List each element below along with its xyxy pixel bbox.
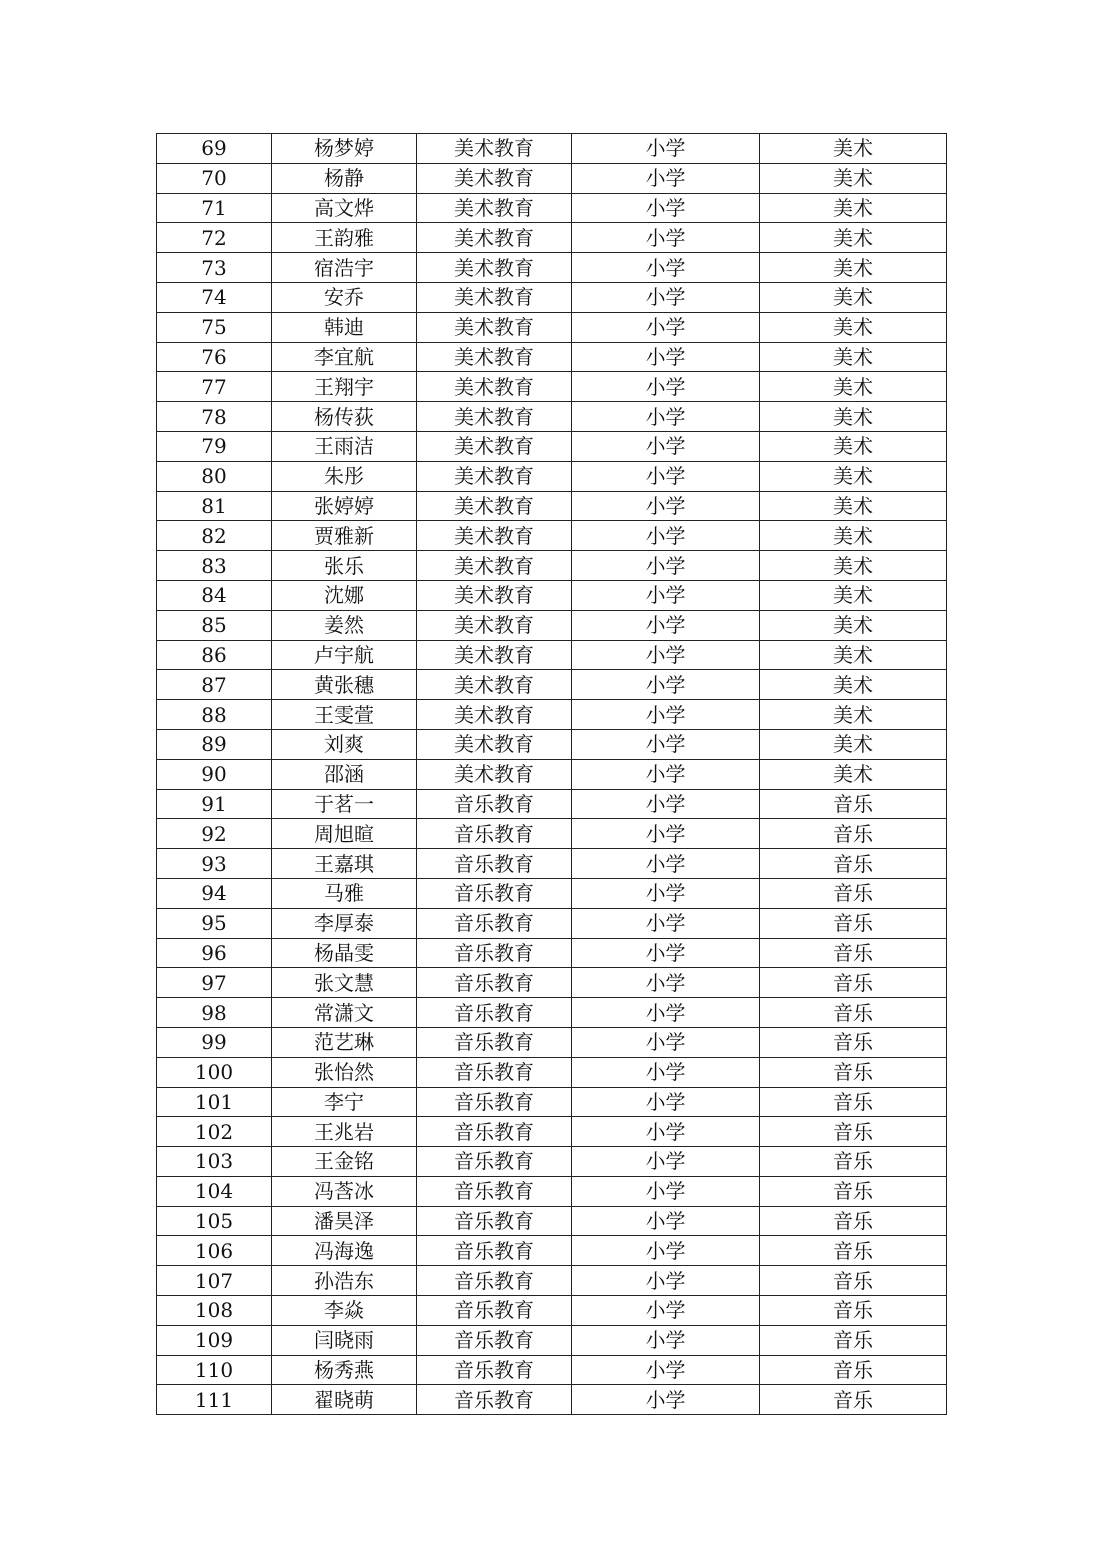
table-row (157, 580, 947, 610)
school-level-cell: 小学 (572, 223, 760, 253)
name-cell: 冯海逸 (272, 1236, 417, 1266)
major-cell: 音乐教育 (417, 819, 572, 849)
table-row (157, 521, 947, 551)
row-number-cell: 91 (157, 789, 272, 819)
name-cell: 周旭暄 (272, 819, 417, 849)
table-row (157, 551, 947, 581)
name-cell: 杨秀燕 (272, 1355, 417, 1385)
school-level-cell: 小学 (572, 551, 760, 581)
major-cell: 音乐教育 (417, 1296, 572, 1326)
subject-cell: 美术 (760, 372, 947, 402)
name-cell: 安乔 (272, 282, 417, 312)
table-row (157, 938, 947, 968)
school-level-cell: 小学 (572, 1385, 760, 1415)
row-number-cell: 97 (157, 968, 272, 998)
row-number-cell: 107 (157, 1266, 272, 1296)
subject-cell: 美术 (760, 610, 947, 640)
major-cell: 美术教育 (417, 700, 572, 730)
row-number-cell: 70 (157, 163, 272, 193)
school-level-cell: 小学 (572, 431, 760, 461)
table-row (157, 700, 947, 730)
table-row (157, 1176, 947, 1206)
major-cell: 美术教育 (417, 223, 572, 253)
table-row (157, 1325, 947, 1355)
subject-cell: 音乐 (760, 1296, 947, 1326)
name-cell: 张婷婷 (272, 491, 417, 521)
major-cell: 音乐教育 (417, 1087, 572, 1117)
row-number-cell: 76 (157, 342, 272, 372)
school-level-cell: 小学 (572, 1266, 760, 1296)
subject-cell: 美术 (760, 312, 947, 342)
row-number-cell: 98 (157, 998, 272, 1028)
row-number-cell: 83 (157, 551, 272, 581)
school-level-cell: 小学 (572, 908, 760, 938)
table-row (157, 372, 947, 402)
name-cell: 杨传荻 (272, 402, 417, 432)
roster-table-body (157, 134, 947, 1415)
table-row (157, 253, 947, 283)
subject-cell: 音乐 (760, 1355, 947, 1385)
major-cell: 音乐教育 (417, 1176, 572, 1206)
name-cell: 潘昊泽 (272, 1206, 417, 1236)
subject-cell: 音乐 (760, 1027, 947, 1057)
table-row (157, 342, 947, 372)
row-number-cell: 92 (157, 819, 272, 849)
subject-cell: 美术 (760, 759, 947, 789)
table-row (157, 134, 947, 164)
subject-cell: 音乐 (760, 1087, 947, 1117)
row-number-cell: 82 (157, 521, 272, 551)
name-cell: 范艺琳 (272, 1027, 417, 1057)
row-number-cell: 73 (157, 253, 272, 283)
major-cell: 音乐教育 (417, 1355, 572, 1385)
table-row (157, 193, 947, 223)
table-row (157, 1355, 947, 1385)
table-row (157, 968, 947, 998)
subject-cell: 美术 (760, 253, 947, 283)
row-number-cell: 88 (157, 700, 272, 730)
row-number-cell: 96 (157, 938, 272, 968)
table-row (157, 1147, 947, 1177)
major-cell: 美术教育 (417, 431, 572, 461)
table-row (157, 431, 947, 461)
table-row (157, 819, 947, 849)
table-row (157, 1206, 947, 1236)
school-level-cell: 小学 (572, 521, 760, 551)
row-number-cell: 80 (157, 461, 272, 491)
school-level-cell: 小学 (572, 1355, 760, 1385)
name-cell: 邵涵 (272, 759, 417, 789)
name-cell: 于茗一 (272, 789, 417, 819)
name-cell: 宿浩宇 (272, 253, 417, 283)
name-cell: 姜然 (272, 610, 417, 640)
name-cell: 闫晓雨 (272, 1325, 417, 1355)
table-row (157, 461, 947, 491)
table-row (157, 491, 947, 521)
school-level-cell: 小学 (572, 1176, 760, 1206)
major-cell: 音乐教育 (417, 1206, 572, 1236)
school-level-cell: 小学 (572, 1296, 760, 1326)
row-number-cell: 72 (157, 223, 272, 253)
major-cell: 美术教育 (417, 312, 572, 342)
school-level-cell: 小学 (572, 134, 760, 164)
subject-cell: 音乐 (760, 938, 947, 968)
school-level-cell: 小学 (572, 193, 760, 223)
name-cell: 翟晓萌 (272, 1385, 417, 1415)
major-cell: 美术教育 (417, 402, 572, 432)
roster-table (156, 133, 947, 1415)
table-row (157, 729, 947, 759)
subject-cell: 美术 (760, 640, 947, 670)
major-cell: 音乐教育 (417, 789, 572, 819)
major-cell: 美术教育 (417, 610, 572, 640)
major-cell: 美术教育 (417, 461, 572, 491)
name-cell: 常潇文 (272, 998, 417, 1028)
major-cell: 美术教育 (417, 491, 572, 521)
table-row (157, 1296, 947, 1326)
subject-cell: 美术 (760, 193, 947, 223)
subject-cell: 音乐 (760, 1266, 947, 1296)
school-level-cell: 小学 (572, 1147, 760, 1177)
subject-cell: 音乐 (760, 849, 947, 879)
school-level-cell: 小学 (572, 1325, 760, 1355)
row-number-cell: 81 (157, 491, 272, 521)
table-row (157, 759, 947, 789)
major-cell: 音乐教育 (417, 998, 572, 1028)
table-row (157, 670, 947, 700)
name-cell: 黄张穗 (272, 670, 417, 700)
major-cell: 音乐教育 (417, 938, 572, 968)
row-number-cell: 93 (157, 849, 272, 879)
subject-cell: 音乐 (760, 998, 947, 1028)
subject-cell: 音乐 (760, 1236, 947, 1266)
major-cell: 美术教育 (417, 729, 572, 759)
major-cell: 音乐教育 (417, 1027, 572, 1057)
table-row (157, 312, 947, 342)
name-cell: 杨静 (272, 163, 417, 193)
major-cell: 美术教育 (417, 134, 572, 164)
school-level-cell: 小学 (572, 402, 760, 432)
major-cell: 音乐教育 (417, 849, 572, 879)
subject-cell: 美术 (760, 461, 947, 491)
row-number-cell: 75 (157, 312, 272, 342)
school-level-cell: 小学 (572, 312, 760, 342)
row-number-cell: 101 (157, 1087, 272, 1117)
row-number-cell: 102 (157, 1117, 272, 1147)
row-number-cell: 105 (157, 1206, 272, 1236)
name-cell: 王雯萱 (272, 700, 417, 730)
major-cell: 音乐教育 (417, 1325, 572, 1355)
row-number-cell: 95 (157, 908, 272, 938)
school-level-cell: 小学 (572, 1087, 760, 1117)
major-cell: 美术教育 (417, 580, 572, 610)
subject-cell: 音乐 (760, 878, 947, 908)
school-level-cell: 小学 (572, 1206, 760, 1236)
subject-cell: 美术 (760, 700, 947, 730)
name-cell: 冯莟冰 (272, 1176, 417, 1206)
name-cell: 高文烨 (272, 193, 417, 223)
school-level-cell: 小学 (572, 610, 760, 640)
subject-cell: 音乐 (760, 1117, 947, 1147)
name-cell: 王金铭 (272, 1147, 417, 1177)
subject-cell: 美术 (760, 729, 947, 759)
name-cell: 王兆岩 (272, 1117, 417, 1147)
school-level-cell: 小学 (572, 342, 760, 372)
subject-cell: 音乐 (760, 1147, 947, 1177)
row-number-cell: 100 (157, 1057, 272, 1087)
row-number-cell: 103 (157, 1147, 272, 1177)
table-row (157, 402, 947, 432)
row-number-cell: 85 (157, 610, 272, 640)
subject-cell: 美术 (760, 521, 947, 551)
major-cell: 美术教育 (417, 640, 572, 670)
subject-cell: 美术 (760, 551, 947, 581)
row-number-cell: 78 (157, 402, 272, 432)
major-cell: 美术教育 (417, 342, 572, 372)
row-number-cell: 104 (157, 1176, 272, 1206)
table-row (157, 908, 947, 938)
name-cell: 李焱 (272, 1296, 417, 1326)
name-cell: 王韵雅 (272, 223, 417, 253)
subject-cell: 音乐 (760, 1176, 947, 1206)
school-level-cell: 小学 (572, 1057, 760, 1087)
school-level-cell: 小学 (572, 759, 760, 789)
school-level-cell: 小学 (572, 372, 760, 402)
major-cell: 美术教育 (417, 193, 572, 223)
major-cell: 音乐教育 (417, 908, 572, 938)
name-cell: 王嘉琪 (272, 849, 417, 879)
subject-cell: 美术 (760, 282, 947, 312)
school-level-cell: 小学 (572, 640, 760, 670)
table-row (157, 1385, 947, 1415)
major-cell: 美术教育 (417, 282, 572, 312)
row-number-cell: 109 (157, 1325, 272, 1355)
subject-cell: 音乐 (760, 789, 947, 819)
school-level-cell: 小学 (572, 938, 760, 968)
row-number-cell: 89 (157, 729, 272, 759)
school-level-cell: 小学 (572, 998, 760, 1028)
row-number-cell: 87 (157, 670, 272, 700)
subject-cell: 美术 (760, 670, 947, 700)
row-number-cell: 74 (157, 282, 272, 312)
subject-cell: 美术 (760, 134, 947, 164)
name-cell: 孙浩东 (272, 1266, 417, 1296)
table-row (157, 163, 947, 193)
school-level-cell: 小学 (572, 789, 760, 819)
row-number-cell: 71 (157, 193, 272, 223)
major-cell: 美术教育 (417, 521, 572, 551)
school-level-cell: 小学 (572, 461, 760, 491)
row-number-cell: 108 (157, 1296, 272, 1326)
school-level-cell: 小学 (572, 700, 760, 730)
name-cell: 杨晶雯 (272, 938, 417, 968)
subject-cell: 音乐 (760, 1325, 947, 1355)
major-cell: 美术教育 (417, 163, 572, 193)
school-level-cell: 小学 (572, 491, 760, 521)
row-number-cell: 86 (157, 640, 272, 670)
school-level-cell: 小学 (572, 819, 760, 849)
name-cell: 刘爽 (272, 729, 417, 759)
school-level-cell: 小学 (572, 163, 760, 193)
subject-cell: 美术 (760, 402, 947, 432)
name-cell: 杨梦婷 (272, 134, 417, 164)
name-cell: 李宜航 (272, 342, 417, 372)
row-number-cell: 79 (157, 431, 272, 461)
name-cell: 韩迪 (272, 312, 417, 342)
row-number-cell: 84 (157, 580, 272, 610)
name-cell: 王雨洁 (272, 431, 417, 461)
major-cell: 音乐教育 (417, 1117, 572, 1147)
subject-cell: 美术 (760, 223, 947, 253)
school-level-cell: 小学 (572, 968, 760, 998)
major-cell: 美术教育 (417, 372, 572, 402)
table-row (157, 610, 947, 640)
school-level-cell: 小学 (572, 849, 760, 879)
subject-cell: 美术 (760, 431, 947, 461)
name-cell: 贾雅新 (272, 521, 417, 551)
name-cell: 张怡然 (272, 1057, 417, 1087)
table-row (157, 1027, 947, 1057)
subject-cell: 音乐 (760, 1385, 947, 1415)
school-level-cell: 小学 (572, 670, 760, 700)
subject-cell: 美术 (760, 580, 947, 610)
major-cell: 美术教育 (417, 670, 572, 700)
name-cell: 沈娜 (272, 580, 417, 610)
row-number-cell: 111 (157, 1385, 272, 1415)
row-number-cell: 94 (157, 878, 272, 908)
table-row (157, 1236, 947, 1266)
table-row (157, 282, 947, 312)
major-cell: 美术教育 (417, 551, 572, 581)
table-row (157, 640, 947, 670)
school-level-cell: 小学 (572, 580, 760, 610)
name-cell: 朱彤 (272, 461, 417, 491)
major-cell: 音乐教育 (417, 1385, 572, 1415)
school-level-cell: 小学 (572, 1027, 760, 1057)
table-row (157, 1266, 947, 1296)
table-row (157, 789, 947, 819)
subject-cell: 美术 (760, 163, 947, 193)
major-cell: 音乐教育 (417, 968, 572, 998)
major-cell: 音乐教育 (417, 1057, 572, 1087)
subject-cell: 音乐 (760, 908, 947, 938)
subject-cell: 音乐 (760, 968, 947, 998)
row-number-cell: 90 (157, 759, 272, 789)
row-number-cell: 110 (157, 1355, 272, 1385)
table-row (157, 849, 947, 879)
major-cell: 音乐教育 (417, 1147, 572, 1177)
subject-cell: 音乐 (760, 819, 947, 849)
row-number-cell: 69 (157, 134, 272, 164)
major-cell: 音乐教育 (417, 1266, 572, 1296)
name-cell: 卢宇航 (272, 640, 417, 670)
table-row (157, 223, 947, 253)
row-number-cell: 106 (157, 1236, 272, 1266)
table-row (157, 1117, 947, 1147)
school-level-cell: 小学 (572, 729, 760, 759)
name-cell: 李宁 (272, 1087, 417, 1117)
table-row (157, 1057, 947, 1087)
name-cell: 张乐 (272, 551, 417, 581)
major-cell: 美术教育 (417, 253, 572, 283)
name-cell: 张文慧 (272, 968, 417, 998)
table-row (157, 878, 947, 908)
school-level-cell: 小学 (572, 878, 760, 908)
major-cell: 美术教育 (417, 759, 572, 789)
subject-cell: 美术 (760, 342, 947, 372)
row-number-cell: 99 (157, 1027, 272, 1057)
school-level-cell: 小学 (572, 253, 760, 283)
major-cell: 音乐教育 (417, 878, 572, 908)
school-level-cell: 小学 (572, 282, 760, 312)
subject-cell: 音乐 (760, 1057, 947, 1087)
school-level-cell: 小学 (572, 1236, 760, 1266)
subject-cell: 音乐 (760, 1206, 947, 1236)
name-cell: 王翔宇 (272, 372, 417, 402)
table-row (157, 1087, 947, 1117)
subject-cell: 美术 (760, 491, 947, 521)
row-number-cell: 77 (157, 372, 272, 402)
table-row (157, 998, 947, 1028)
major-cell: 音乐教育 (417, 1236, 572, 1266)
name-cell: 马雅 (272, 878, 417, 908)
name-cell: 李厚泰 (272, 908, 417, 938)
school-level-cell: 小学 (572, 1117, 760, 1147)
